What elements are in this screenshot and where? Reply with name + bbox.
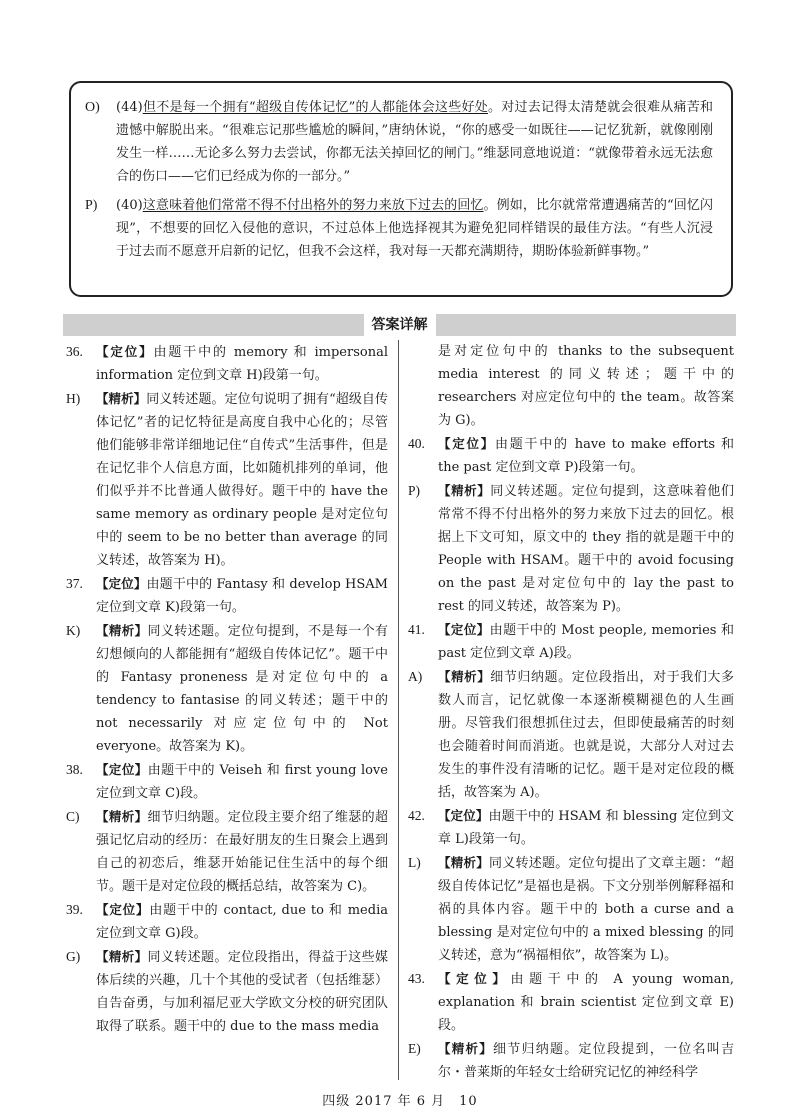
entry-tag: 【定位】 — [438, 436, 496, 451]
entry-text — [96, 572, 388, 619]
underlined-sentence: 这意味着他们常常不得不付出格外的努力来放下过去的回忆 — [142, 198, 484, 213]
entry-tag: 【精析】 — [96, 949, 148, 964]
entry-number: 39. — [66, 902, 83, 917]
entry-body: 同义转述题。定位句提到，不是每一个有幻想倾向的人都能拥有“超级自传体记忆”。题干中的 Fantasy proneness 是对定位句中的 a tendency to fantasise 的同义转述；题干中的 not necessarily 对应定位句中的 Not everyone。故答案为 K)。 — [96, 624, 388, 754]
entry-text — [438, 1037, 734, 1084]
entry-text — [96, 805, 388, 898]
entry-number: P) — [408, 483, 421, 498]
entry-number: 38. — [66, 762, 83, 777]
continued-text: 是对定位句中的 thanks to the subsequent media interest 的同义转述；题干中的 researchers 对应定位句中的 the team。故答案为 G)。 — [438, 344, 734, 428]
entry-number: L) — [408, 855, 421, 870]
question-number: (40) — [116, 198, 143, 213]
entry-text — [96, 758, 388, 805]
answer-entry — [66, 572, 388, 619]
answer-entry — [66, 945, 388, 1038]
paragraph-label: P) — [85, 198, 98, 213]
entry-number: 43. — [408, 971, 425, 986]
entry-tag: 【定位】 — [96, 344, 154, 359]
question-number: (44) — [116, 100, 143, 115]
answer-entry — [408, 665, 734, 804]
entry-body: 由题干中的 Most people, memories 和 past 定位到文章 A)段。 — [438, 623, 734, 661]
entry-body: 由题干中的 Veiseh 和 first young love 定位到文章 C)段。 — [96, 763, 388, 801]
entry-number: H) — [66, 391, 81, 406]
entry-number: 42. — [408, 808, 425, 823]
entry-text — [96, 898, 388, 945]
answer-entry — [66, 898, 388, 945]
entry-text — [438, 967, 734, 1037]
entry-text — [96, 619, 388, 758]
entry-body: 细节归纳题。定位段主要介绍了维瑟的超强记忆启动的经历：在最好朋友的生日聚会上遇到自己的初恋后，维瑟开始能记住生活中的每个细节。题干是对定位段的概括总结，故答案为 C)。 — [96, 810, 388, 894]
entry-number: G) — [66, 949, 81, 964]
entry-text — [96, 945, 388, 1038]
page-footer: 四级 2017 年 6 月 10 — [322, 1094, 478, 1109]
entry-number: E) — [408, 1041, 421, 1056]
entry-tag: 【精析】 — [438, 855, 489, 870]
entry-text — [438, 665, 734, 804]
passage-box — [69, 81, 733, 297]
entry-body: 细节归纳题。定位段提到，一位名叫吉尔・普莱斯的年轻女士给研究记忆的神经科学 — [438, 1042, 734, 1080]
entry-tag: 【精析】 — [438, 669, 491, 684]
entry-text — [438, 432, 734, 479]
entry-number: C) — [66, 809, 80, 824]
entry-body: 由题干中的 contact, due to 和 media 定位到文章 G)段。 — [96, 903, 388, 941]
answer-column-left — [66, 340, 388, 1038]
answer-entry — [66, 805, 388, 898]
entry-number: 36. — [66, 344, 83, 359]
entry-tag: 【定位】 — [96, 902, 150, 917]
entry-body: 由题干中的 Fantasy 和 develop HSAM 定位到文章 K)段第一句。 — [96, 577, 388, 615]
entry-number: 40. — [408, 436, 425, 451]
answer-entry — [408, 432, 734, 479]
entry-tag: 【精析】 — [438, 483, 491, 498]
entry-body: 同义转述题。定位句说明了拥有“超级自传体记忆”者的记忆特征是高度自我中心化的；尽管他们能够非常详细地记住“自传式”生活事件，但是在记忆非个人信息方面，比如随机排列的单词，他们似乎并不比普通人做得好。题干中的 have the same memory as ordinary people 是对定位句中的 seem to be no better than average 的同义转述，故答案为 H)。 — [96, 392, 388, 568]
entry-body: 由题干中的 memory 和 impersonal information 定位到文章 H)段第一句。 — [96, 345, 388, 383]
entry-tag: 【定位】 — [438, 622, 490, 637]
entry-number: 37. — [66, 576, 83, 591]
entry-text — [438, 479, 734, 618]
answer-entry — [66, 758, 388, 805]
entry-text — [438, 618, 734, 665]
section-title: 答案详解 — [364, 314, 436, 336]
entry-number: A) — [408, 669, 423, 684]
answer-entry — [408, 1037, 734, 1084]
answer-entry — [408, 851, 734, 967]
entry-body: 由题干中的 have to make efforts 和 the past 定位到文章 P)段第一句。 — [438, 437, 734, 475]
entry-tag: 【精析】 — [96, 623, 148, 638]
passage-paragraph-o — [85, 96, 713, 188]
answer-entry — [408, 804, 734, 851]
entry-body: 同义转述题。定位段指出，得益于这些媒体后续的兴趣，几十个其他的受试者（包括维瑟）自告奋勇，与加利福尼亚大学欧文分校的研究团队取得了联系。题干中的 due to the mass media — [96, 950, 388, 1034]
paragraph-text — [116, 96, 713, 188]
entry-number: 41. — [408, 622, 425, 637]
entry-body: 细节归纳题。定位段指出，对于我们大多数人而言，记忆就像一本逐渐模糊褪色的人生画册。尽管我们很想抓住过去，但即使最痛苦的时刻也会随着时间而消逝。也就是说，大部分人对过去发生的事件没有清晰的记忆。题干是对定位段的概括，故答案为 A)。 — [438, 670, 734, 800]
answer-entry — [408, 479, 734, 618]
section-header-bar — [63, 314, 736, 336]
entry-body: 由题干中的 A young woman, explanation 和 brain scientist 定位到文章 E)段。 — [438, 972, 734, 1033]
answer-entry — [408, 967, 734, 1037]
column-divider — [398, 340, 399, 1080]
answer-entry — [66, 619, 388, 758]
answer-entry — [408, 618, 734, 665]
paragraph-text — [116, 194, 713, 263]
entry-tag: 【精析】 — [96, 391, 147, 406]
entry-text — [96, 340, 388, 387]
entry-tag: 【定位】 — [438, 808, 489, 823]
answer-entry — [66, 340, 388, 387]
entry-tag: 【定位】 — [96, 576, 147, 591]
entry-body: 由题干中的 HSAM 和 blessing 定位到文章 L)段第一句。 — [438, 809, 734, 847]
entry-tag: 【定位】 — [96, 762, 148, 777]
entry-tag: 【定位】 — [438, 971, 511, 986]
entry-body: 同义转述题。定位句提出了文章主题：“超级自传体记忆”是福也是祸。下文分别举例解释福和祸的具体内容。题干中的 both a curse and a blessing 是对定位句中的 a mixed blessing 的同义转述，意为“祸福相依”，故答案为 L)。 — [438, 856, 734, 963]
paragraph-body: 。例如，比尔就常常遭遇痛苦的“回忆闪现”，不想要的回忆入侵他的意识，不过总体上他选择视其为避免犯同样错误的最佳方法。“有些人沉浸于过去而不愿意开启新的记忆，但我不会这样，我对每一天都充满期待，期盼体验新鲜事物。” — [116, 198, 713, 259]
answer-column-right — [408, 340, 734, 1084]
underlined-sentence: 但不是每一个拥有“超级自传体记忆”的人都能体会这些好处 — [142, 100, 488, 115]
entry-tag: 【精析】 — [96, 809, 148, 824]
answer-entry — [66, 387, 388, 572]
passage-paragraph-p — [85, 194, 713, 263]
paragraph-body: 。对过去记得太清楚就会很难从痛苦和遗憾中解脱出来。“很难忘记那些尴尬的瞬间，”唐纳休说，“你的感受一如既往——记忆犹新，就像刚刚发生一样……无论多么努力去尝试，你都无法关掉回忆的闸门。”维瑟同意地说道：“就像带着永远无法愈合的伤口——它们已经成为你的一部分。” — [116, 100, 713, 184]
entry-number: K) — [66, 623, 81, 638]
paragraph-label: O) — [85, 100, 100, 115]
entry-body: 同义转述题。定位句提到，这意味着他们常常不得不付出格外的努力来放下过去的回忆。根据上下文可知，原文中的 they 指的就是题干中的 People with HSAM。题干中的 avoid focusing on the past 是对定位句中的 lay the past to rest 的同义转述，故答案为 P)。 — [438, 484, 734, 614]
entry-text — [438, 804, 734, 851]
entry-text — [438, 851, 734, 967]
entry-text — [96, 387, 388, 572]
entry-tag: 【精析】 — [438, 1041, 493, 1056]
